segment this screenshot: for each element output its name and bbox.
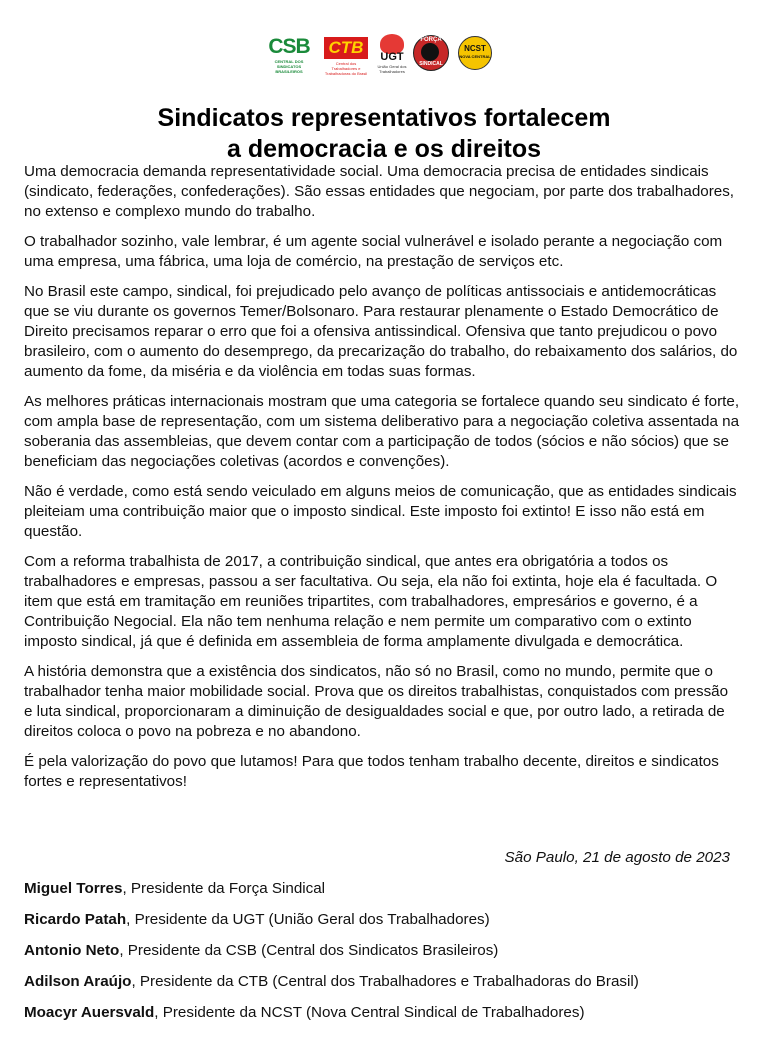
paragraph: Com a reforma trabalhista de 2017, a contribuição sindical, que antes era obrigatória a todos os trabalhadores e empresas, passou a ser facultativa. Ou seja, ela não foi extinta, hoje ela é facultada. O item que está em tramitação em reuniões tripartites, com trabalhadores, empresários e governo, é a Contribuição Negocial. Ela não tem nenhuma relação e nem permite um comparativo com o extinto imposto sindical, já que é definida em assembleia de forma amplamente divulgada e democrática.	[24, 553, 718, 650]
paragraph: É pela valorização do povo que lutamos! Para que todos tenham trabalho decente, direitos e sindicatos fortes e representativos!	[24, 753, 719, 790]
forca-logo-subtext: SINDICAL	[419, 61, 443, 67]
signatory	[24, 910, 740, 930]
signatory-name: Miguel Torres	[24, 880, 123, 897]
signatory-name: Moacyr Auersvald	[24, 1004, 155, 1021]
signatory-role: , Presidente da CTB (Central dos Trabalhadores e Trabalhadoras do Brasil)	[131, 973, 639, 990]
signatories-list	[24, 879, 740, 1034]
document-body	[24, 162, 740, 802]
signatory-name: Ricardo Patah	[24, 911, 127, 928]
csb-logo-text: CSB	[268, 35, 310, 58]
signatory-name: Adilson Araújo	[24, 973, 132, 990]
ctb-logo-text: CTB	[328, 38, 364, 57]
forca-logo-text: FORÇA	[420, 37, 442, 43]
forca-fist-icon	[421, 43, 439, 61]
ugt-logo	[376, 34, 408, 72]
csb-logo-subtext: CENTRAL DOS SINDICATOS BRASILEIROS	[274, 59, 304, 74]
signatory	[24, 879, 740, 899]
ncst-logo-subtext: NOVA CENTRAL	[459, 54, 491, 59]
logo-bar	[262, 34, 492, 74]
title-line-1: Sindicatos representativos fortalecem	[157, 103, 611, 132]
signatory-name: Antonio Neto	[24, 942, 120, 959]
paragraph: No Brasil este campo, sindical, foi prejudicado pelo avanço de políticas antissociais e antidemocráticas que se viu durante os governos Temer/Bolsonaro. Para restaurar plenamente o Estado Democrático de Direito precisamos reparar o erro que foi a ofensiva antissindical. Ofensiva que tanto prejudicou o povo brasileiro, com o aumento do desemprego, da precarização do trabalho, do rebaixamento dos salários, do aumento da fome, da miséria e da violência em todas suas formas.	[24, 283, 738, 380]
signatory	[24, 1003, 740, 1023]
ncst-circle-icon	[458, 36, 492, 70]
signatory-role: , Presidente da NCST (Nova Central Sindical de Trabalhadores)	[154, 1004, 585, 1021]
csb-logo	[262, 34, 316, 72]
ctb-logo-subtext: Central dos Trabalhadores e Trabalhadoras do Brasil	[324, 61, 368, 76]
paragraph: Não é verdade, como está sendo veiculado em alguns meios de comunicação, que as entidades sindicais pleiteiam uma contribuição maior que o imposto sindical. Este imposto foi extinto! E isso não está em questão.	[24, 483, 737, 540]
ctb-logo	[324, 34, 370, 76]
paragraph: A história demonstra que a existência dos sindicatos, não só no Brasil, como no mundo, permite que o trabalhador tenha maior mobilidade social. Prova que os direitos trabalhistas, conquistados com pressão e luta sindical, proporcionaram a diminuição de desigualdades social e que, por outro lado, a retirada de direitos coloca o povo na pobreza e no abandono.	[24, 663, 729, 740]
signatory	[24, 972, 740, 992]
paragraph: As melhores práticas internacionais mostram que uma categoria se fortalece quando seu sindicato é forte, com ampla base de representação, com um sistema deliberativo para a negociação coletiva assentada na soberania das assembleias, que devem contar com a participação de todos (sócios e não sócios) que se beneficiam das negociações coletivas (acordos e convenções).	[24, 393, 740, 470]
ncst-logo	[456, 34, 492, 72]
document-title	[40, 103, 728, 165]
ncst-logo-text: NCST	[464, 44, 486, 53]
signatory	[24, 941, 740, 961]
signatory-role: , Presidente da Força Sindical	[122, 880, 326, 897]
forca-sindical-logo	[412, 34, 450, 72]
title-line-2: a democracia e os direitos	[226, 134, 542, 163]
ugt-logo-subtext: União Geral dos Trabalhadores	[377, 64, 407, 74]
signatory-role: , Presidente da UGT (União Geral dos Trabalhadores)	[126, 911, 490, 928]
paragraph: O trabalhador sozinho, vale lembrar, é um agente social vulnerável e isolado perante a negociação com uma empresa, uma fábrica, uma loja de comércio, na prestação de serviços etc.	[24, 233, 723, 270]
ugt-logo-text: UGT	[380, 51, 404, 63]
dateline: São Paulo, 21 de agosto de 2023	[504, 849, 730, 866]
paragraph: Uma democracia demanda representatividade social. Uma democracia precisa de entidades sindicais (sindicato, federações, confederações). São essas entidades que negociam, por parte dos trabalhadores, no extenso e complexo mundo do trabalho.	[24, 163, 735, 220]
signatory-role: , Presidente da CSB (Central dos Sindicatos Brasileiros)	[119, 942, 499, 959]
